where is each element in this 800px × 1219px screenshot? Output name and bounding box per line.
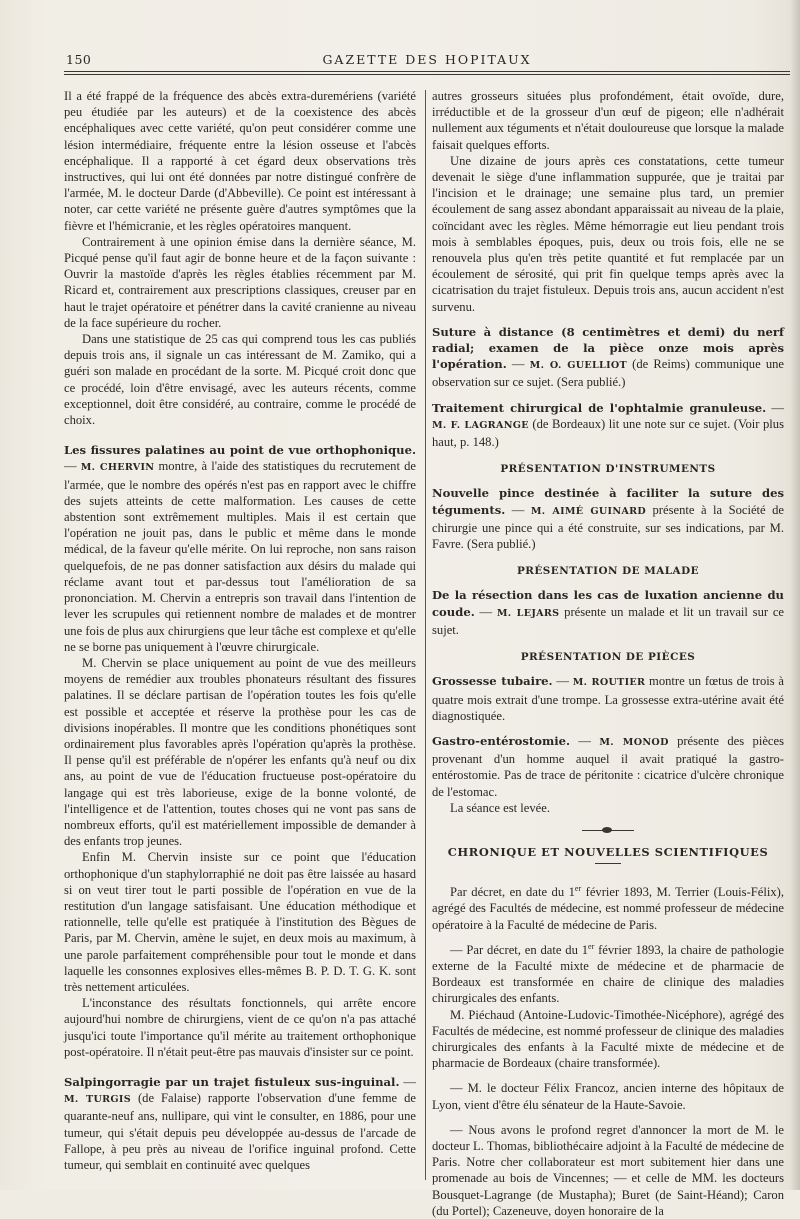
article-resection: De la résection dans les cas de luxation ancienne du coude. — M. LEJARS présente un malade et lit un travail sur ce sujet.: [432, 588, 784, 637]
chronique-heading: CHRONIQUE ET NOUVELLES SCIENTIFIQUES: [447, 844, 769, 859]
ornament-dot: [602, 827, 612, 833]
paragraph: Contrairement à une opinion émise dans la dernière séance, M. Picqué pense qu'il faut agir de bonne heure et de la façon suivante : Ouvrir la mastoïde d'après les règles établies récemment par M. Ricard et, contrairement aux prescriptions classiques, creuser par en haut le trajet opératoire et pénétrer dans la cavité cranienne au niveau de la face supérieure du rocher.: [64, 234, 416, 330]
article-pince: Nouvelle pince destinée à faciliter la suture des téguments. — M. AIMÉ GUINARD présente à la Société de chirurgie une pince qui a été construite, sur ses indications, par M. Favre. (Sera publié.): [432, 486, 784, 552]
article-text: (de Falaise) rapporte l'observation d'une femme de quarante-neuf ans, nullipare, qui vint le consulter, en 1886, pour une tumeur, qui s'était depuis peu développée au-dessus de l'arcade de Fallope, à peu près au niveau de l'orifice inguinal profond. Cette tumeur, qui semblait en continuité avec quelques: [64, 1091, 416, 1172]
article-grossesse-tubaire: Grossesse tubaire. — M. ROUTIER montre un fœtus de trois à quatre mois extrait d'une trompe. La grossesse extra-utérine avait été diagnostiquée.: [432, 674, 784, 723]
paragraph: L'inconstance des résultats fonctionnels, qui arrête encore aujourd'hui nombre de chirurgiens, vient de ce qu'on n'a pas attaché jusqu'ici toute l'importance qu'il mérite au traitement orthophonique post-opératoire. Il n'était peut-être pas mauvais d'insister sur ce point.: [64, 996, 416, 1059]
paragraph: Une dizaine de jours après ces constatations, cette tumeur devenait le siège d'une inflammation suppurée, que je traitai par l'incision et le drainage; une semaine plus tard, un premier écoulement de sang assez abondant apparaissait au niveau de la plaie, coïncidant avec les règles. Même hémorragie eut lieu pendant trois mois à semblables époques, puis, deux ou trois fois, elle ne se renouvela plus qu'en très petite quantité et fut remplacée par un écoulement de sérosité, qui prit fin quelque temps après avec la cicatrisation du trajet fistuleux. Depuis trois ans, aucun accident n'est survenu.: [432, 153, 784, 314]
article-suture-nerf-radial: Suture à distance (8 centimètres et demi) du nerf radial; examen de la pièce onze mois après l'opération. — M. O. GUELLIOT (de Reims) communique une observation sur ce sujet. (Sera publié.): [432, 324, 785, 390]
article-ophtalmie: Traitement chirurgical de l'ophtalmie granuleuse. — M. F. LAGRANGE (de Bordeaux) lit une note sur ce sujet. (Voir plus haut, p. 148.): [432, 400, 784, 450]
paragraph: autres grosseurs situées plus profondément, était ovoïde, dure, irréductible et de la grosseur d'un œuf de pigeon; elle n'adhérait nullement aux téguments et n'était douloureuse que lorsque la malade faisait quelques efforts.: [432, 89, 784, 152]
article-text: (de Reims) communique une observation sur ce sujet. (Sera publié.): [432, 357, 785, 390]
article-title: Gastro-entérostomie.: [432, 733, 571, 748]
news-item: — Par décret, en date du 1er février 1893, la chaire de pathologie externe de la Faculté mixte de médecine et de pharmacie de Bordeaux est transformée en chaire de clinique des maladies chirurgicales des enfants.: [432, 941, 784, 1006]
article-salpingorragie: Salpingorragie par un trajet fistuleux sus-inguinal. — M. TURGIS (de Falaise) rapporte l'observation d'une femme de quarante-neuf ans, nullipare, qui vint le consulter, en 1886, pour une tumeur, qui s'était depuis peu développée au-dessus de l'arcade de Fallope, à peu près au niveau de l'orifice inguinal profond. Cette tumeur, qui semblait en continuité avec quelques: [64, 1074, 416, 1172]
news-item: Par décret, en date du 1er février 1893, M. Terrier (Louis-Félix), agrégé des Facultés de médecine, est nommé professeur de médecine opératoire à la Faculté de médecine de Paris.: [432, 883, 784, 932]
article-title: Traitement chirurgical de l'ophtalmie granuleuse.: [432, 400, 767, 415]
header-rule-thin: [64, 71, 790, 72]
author-name: M. O. GUELLIOT: [529, 360, 627, 372]
journal-title: GAZETTE DES HOPITAUX: [322, 52, 532, 67]
article-text: présente des pièces provenant d'un homme auquel il avait pratiqué la gastro-entérostomie. Pas de trace de péritonite : cicatrice d'ulcère chronique de l'estomac.: [432, 733, 785, 799]
paragraph-seance-levee: La séance est levée.: [450, 800, 550, 815]
author-name: M. LEJARS: [496, 607, 560, 619]
page-number: 150: [66, 52, 92, 67]
section-heading-pieces: PRÉSENTATION DE PIÈCES: [520, 651, 696, 664]
news-item: M. Piéchaud (Antoine-Ludovic-Timothée-Nicéphore), agrégé des Facultés de médecine, est nommé professeur de clinique des maladies chirurgicales des enfants à la Faculté mixte de médecine et de pharmacie de Bordeaux (chaire transformée).: [432, 1007, 784, 1071]
article-title: Grossesse tubaire.: [432, 674, 553, 689]
page-header: [64, 50, 790, 70]
article-fissures-palatines: Les fissures palatines au point de vue orthophonique. — M. CHERVIN montre, à l'aide des statistiques du recrutement de l'armée, que le nombre des opérés n'est pas en rapport avec le chiffre des sujets atteints de cette malformation. Les causes de cette abstention sont extrêmement multiples. Mais il est certain que l'opération ne jouit pas, dans le public et même dans le monde médical, de la faveur qu'elle mérite. On lui reproche, non sans raison quelquefois, de ne pas donner satisfaction aux désirs du malade qui réclame avant tout et par-dessus tout l'amélioration de sa prononciation. M. Chervin a entrepris son travail dans l'intention de lever les scrupules qui retiennent nombre de malades et de montrer une fois de plus aux chirurgiens que leur tâche est complexe et qu'elle ne se borne pas uniquement à l'œuvre chirurgicale.: [64, 443, 416, 654]
paragraph: Enfin M. Chervin insiste sur ce point que l'éducation orthophonique d'un staphylorraphié ne doit pas être laissée au hasard si on veut tirer tout le parti possible de l'opération en vue de la restitution d'un langage satisfaisant. Une éducation méthodique et rationnelle, telle qu'elle est pratiquée à l'institution des Bègues de Paris, par M. Chervin, amène le sujet, en deux mois au maximum, à une parole parfaitement compréhensible pour tout le monde et dans laquelle les consonnes explosives elles-mêmes B. P. D. T. G. K. sont très nettement articulées.: [64, 850, 416, 994]
article-text: montre un fœtus de trois à quatre mois extrait d'une trompe. La grossesse extra-utérine avait été diagnostiquée.: [432, 674, 784, 723]
section-heading-malade: PRÉSENTATION DE MALADE: [516, 565, 700, 578]
news-item: — Nous avons le profond regret d'annoncer la mort de M. le docteur L. Thomas, bibliothécaire adjoint à la Faculté de médecine de Paris. Notre cher collaborateur est mort subitement hier dans une promenade au bois de Vincennes; — et celle de MM. les docteurs Bousquet-Lagrange (de Mustapha); Buret (de Saint-Héand); Caron (du Portel); Cazeneuve, doyen honoraire de la: [432, 1122, 784, 1218]
article-title: Nouvelle pince destinée à faciliter la suture des téguments.: [432, 486, 784, 517]
article-gastro-enterostomie: Gastro-entérostomie. — M. MONOD présente des pièces provenant d'un homme auquel il avait pratiqué la gastro-entérostomie. Pas de trace de péritonite : cicatrice d'ulcère chronique de l'estomac.: [432, 733, 785, 799]
article-text: (de Bordeaux) lit une note sur ce sujet. (Voir plus haut, p. 148.): [432, 416, 784, 450]
column-divider: [425, 90, 426, 1180]
paragraph: M. Chervin se place uniquement au point de vue des meilleurs moyens de remédier aux troubles phonateurs résultant des fissures palatines. Il se déclare partisan de l'opération toutes les fois qu'elle est possible et acceptée et réserve la prothèse pour les cas de divisions inopérables. Il montre que les conditions phonétiques sont ordinairement plus favorables après l'opération qu'après la prothèse. Il pense qu'il est préférable de n'opérer les enfants qu'à neuf ou dix ans, au point de vue de l'éducation fructueuse post-opératoire du langage qui est très laborieuse, exige de la bonne volonté, de l'intelligence et de l'attention, toutes choses qui ne vont pas sans de nombreux efforts, qu'il est matériellement impossible de demander à des enfants trop jeunes.: [64, 655, 416, 849]
article-text: présente à la Société de chirurgie une pince qui a été construite, sur ses indications, par M. Favre. (Sera publié.): [432, 502, 784, 552]
author-name: M. ROUTIER: [572, 677, 646, 689]
right-column: [432, 88, 784, 1219]
left-column: [64, 88, 416, 1173]
article-text: présente un malade et lit un travail sur ce sujet.: [432, 604, 784, 637]
section-heading-instruments: PRÉSENTATION D'INSTRUMENTS: [500, 463, 716, 476]
author-name: M. TURGIS: [64, 1094, 131, 1106]
news-item: — M. le docteur Félix Francoz, ancien interne des hôpitaux de Lyon, vient d'être élu sénateur de la Haute-Savoie.: [432, 1081, 784, 1112]
page-edge-shadow: [790, 0, 800, 1190]
article-title: Les fissures palatines au point de vue orthophonique.: [64, 443, 416, 458]
paragraph: Dans une statistique de 25 cas qui comprend tous les cas publiés depuis trois ans, il signale un cas intéressant de M. Zamiko, qui a guéri son malade en procédant de la sorte. M. Picqué croit donc que ce procédé, loin d'être envisagé, avec les auteurs récents, comme exceptionnel, doit être considéré, au contraire, comme le procédé de choix.: [64, 332, 416, 428]
author-name: M. MONOD: [599, 736, 669, 748]
author-name: M. CHERVIN: [80, 462, 155, 474]
author-name: M. AIMÉ GUINARD: [530, 505, 647, 517]
article-title: De la résection dans les cas de luxation ancienne du coude.: [432, 588, 784, 619]
article-title: Salpingorragie par un trajet fistuleux sus-inguinal.: [64, 1074, 400, 1089]
article-title: Suture à distance (8 centimètres et demi) du nerf radial; examen de la pièce onze mois après l'opération.: [432, 324, 784, 372]
section-ornament: [432, 826, 784, 836]
heading-rule: [595, 863, 621, 864]
author-name: M. F. LAGRANGE: [432, 419, 529, 431]
article-text: montre, à l'aide des statistiques du recrutement de l'armée, que le nombre des opérés n'est pas en rapport avec le chiffre des sujets atteints de cette malformation. Les causes de cette abstention sont extrêmement multiples. Mais il est certain que l'opération ne jouit pas, dans le public et même dans le monde médical, de la faveur qu'elle mérite. On lui reproche, non sans raison quelquefois, de ne pas donner satisfaction aux désirs du malade qui réclame avant tout et par-dessus tout l'amélioration de sa prononciation. M. Chervin a entrepris son travail dans l'intention de lever les scrupules qui retiennent nombre de malades et de montrer une fois de plus aux chirurgiens que leur tâche est complexe et qu'elle ne se borne pas uniquement à l'œuvre chirurgicale.: [64, 459, 416, 654]
paragraph: Il a été frappé de la fréquence des abcès extra-duremériens (variété peu étudiée par les auteurs) et de la coexistence des abcès encéphaliques avec cette variété, qu'on peut considérer comme une lésion intermédiaire, fréquente entre la lésion osseuse et l'abcès encéphalique. Il a rapporté à cet égard deux observations très instructives, qui lui ont été données par notre distingué confrère de l'armée, M. le docteur Darde (d'Abbeville). Ce point est intéressant à noter, car cette variété ne présente guère d'autres symptômes que la fièvre et l'hémicranie, et les règles opératoires manquent.: [64, 89, 416, 233]
header-rule-thick: [64, 74, 790, 75]
